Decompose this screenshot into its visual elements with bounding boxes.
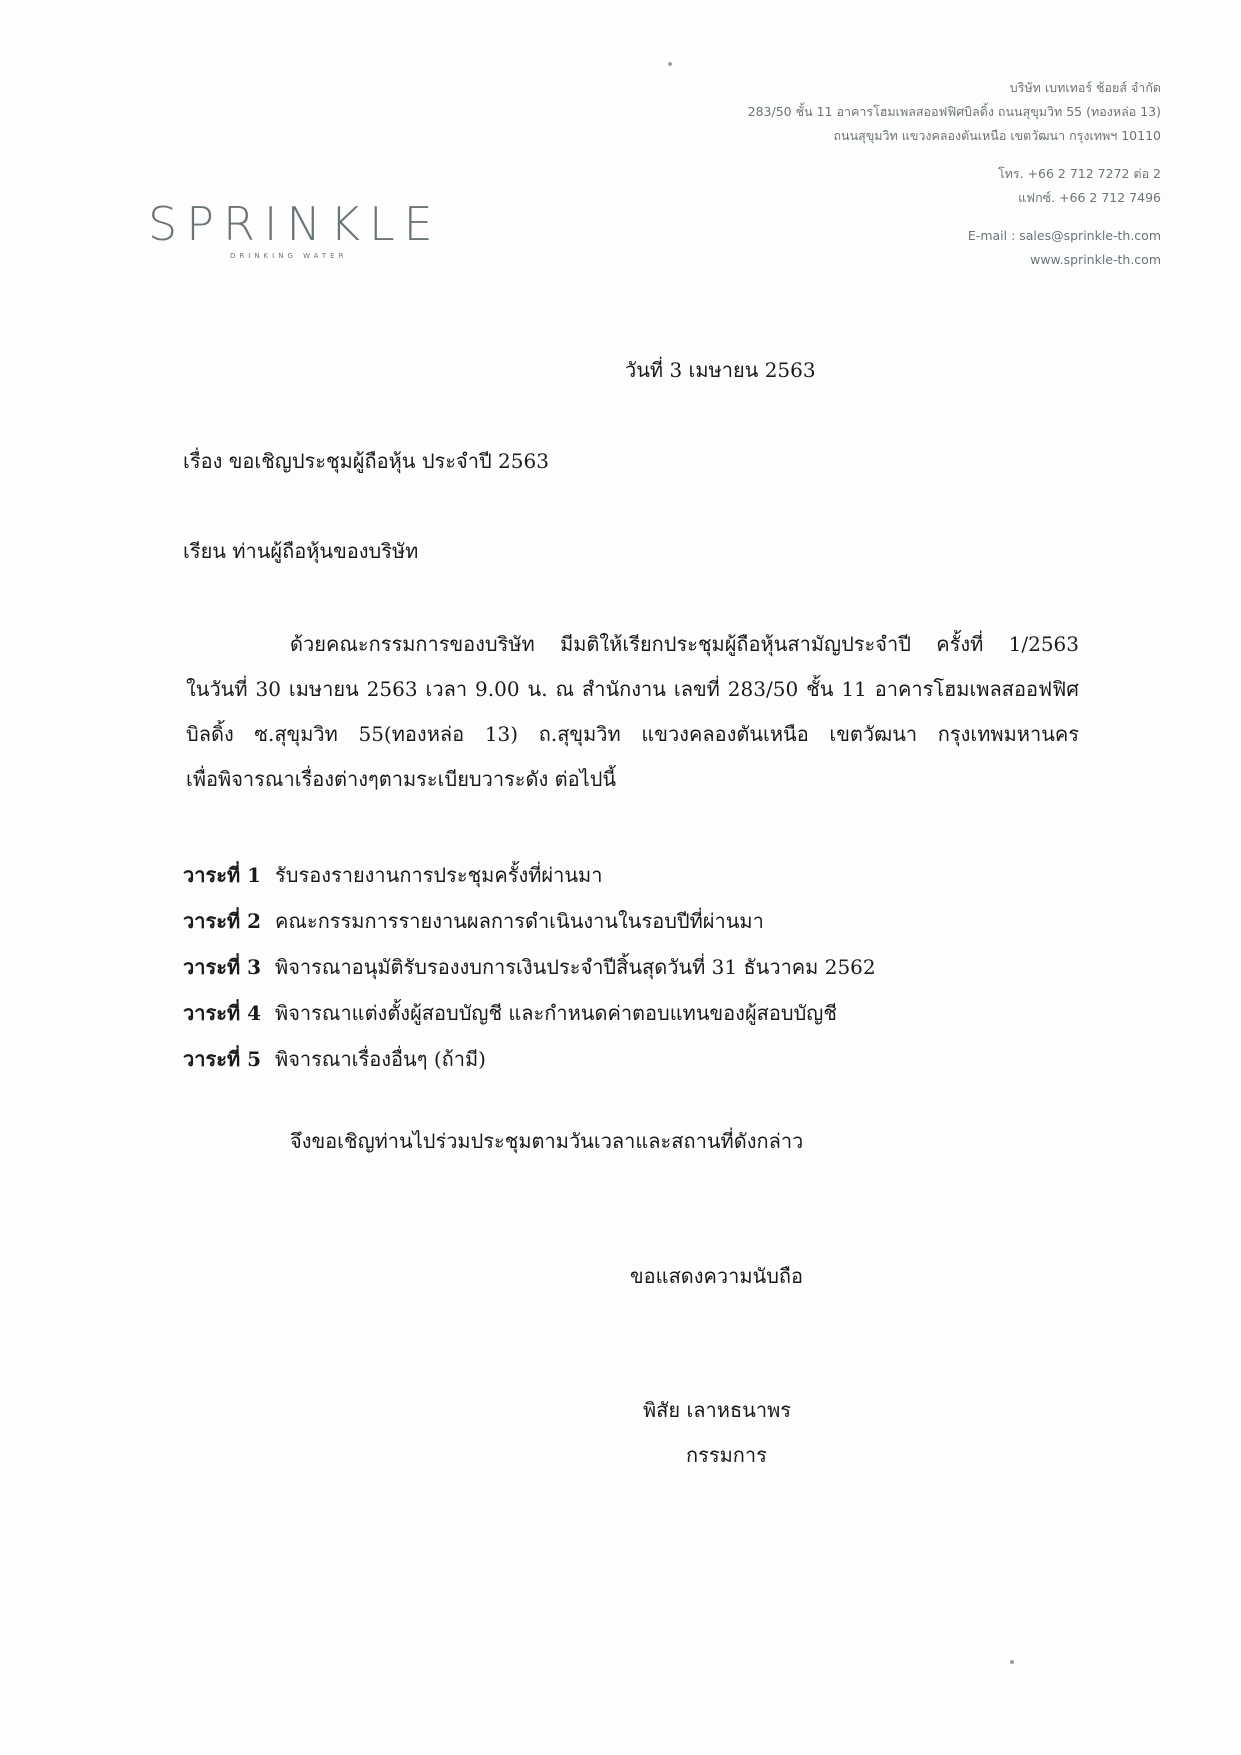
address-line-1: 283/50 ชั้น 11 อาคารโฮมเพลสออฟฟิศบิลดิ้ง ถนนสุขุมวิท 55 (ทองหล่อ 13) bbox=[747, 104, 1161, 119]
agenda-number: วาระที่ 3 bbox=[183, 955, 262, 979]
logo-tagline: DRINKING WATER bbox=[230, 252, 348, 260]
agenda-item bbox=[183, 1036, 876, 1082]
signer-name: พิสัย เลาหธนาพร bbox=[643, 1398, 792, 1422]
letter-subject: เรื่อง ขอเชิญประชุมผู้ถือหุ้น ประจำปี 2563 bbox=[183, 449, 549, 473]
scan-speck bbox=[1010, 1660, 1014, 1664]
company-name: บริษัท เบทเทอร์ ช้อยส์ จำกัด bbox=[1009, 80, 1161, 95]
agenda-text: พิจารณาอนุมัติรับรองงบการเงินประจำปีสิ้นสุดวันที่ 31 ธันวาคม 2562 bbox=[275, 955, 876, 979]
agenda-number: วาระที่ 4 bbox=[183, 1001, 262, 1025]
agenda-item bbox=[183, 944, 876, 990]
agenda-item bbox=[183, 990, 876, 1036]
agenda-list bbox=[183, 852, 876, 1082]
agenda-number: วาระที่ 1 bbox=[183, 863, 262, 887]
body-line: บิลดิ้ง ซ.สุขุมวิท 55(ทองหล่อ 13) ถ.สุขุมวิท แขวงคลองตันเหนือ เขตวัฒนา กรุงเทพมหานคร bbox=[186, 722, 1079, 746]
company-address-block bbox=[748, 76, 1161, 272]
body-paragraph bbox=[186, 622, 1079, 802]
body-line: ด้วยคณะกรรมการของบริษัท มีมติให้เรียกประชุมผู้ถือหุ้นสามัญประจำปี ครั้งที่ 1/2563 bbox=[290, 632, 1079, 656]
email-address: E-mail : sales@sprinkle-th.com bbox=[967, 228, 1161, 243]
agenda-text: พิจารณาเรื่องอื่นๆ (ถ้ามี) bbox=[275, 1047, 486, 1071]
fax-number: แฟกซ์. +66 2 712 7496 bbox=[1018, 190, 1161, 205]
scan-speck bbox=[668, 62, 672, 66]
agenda-item bbox=[183, 852, 876, 898]
agenda-number: วาระที่ 2 bbox=[183, 909, 262, 933]
phone-number: โทร. +66 2 712 7272 ต่อ 2 bbox=[997, 166, 1161, 181]
body-line: เพื่อพิจารณาเรื่องต่างๆตามระเบียบวาระดัง ต่อไปนี้ bbox=[186, 767, 617, 791]
logo-wordmark: SPRINKLE bbox=[148, 197, 442, 251]
letter-date: วันที่ 3 เมษายน 2563 bbox=[625, 358, 816, 382]
signer-title: กรรมการ bbox=[686, 1443, 767, 1467]
agenda-text: คณะกรรมการรายงานผลการดำเนินงานในรอบปีที่ผ่านมา bbox=[275, 909, 764, 933]
agenda-item bbox=[183, 898, 876, 944]
address-line-2: ถนนสุขุมวิท แขวงคลองตันเหนือ เขตวัฒนา กรุงเทพฯ 10110 bbox=[833, 128, 1161, 143]
invitation-line: จึงขอเชิญท่านไปร่วมประชุมตามวันเวลาและสถานที่ดังกล่าว bbox=[290, 1129, 804, 1153]
sprinkle-logo bbox=[148, 197, 458, 260]
website-url: www.sprinkle-th.com bbox=[1030, 252, 1161, 267]
agenda-number: วาระที่ 5 bbox=[183, 1047, 262, 1071]
closing-line: ขอแสดงความนับถือ bbox=[630, 1264, 804, 1288]
body-line: ในวันที่ 30 เมษายน 2563 เวลา 9.00 น. ณ สำนักงาน เลขที่ 283/50 ชั้น 11 อาคารโฮมเพลสออฟฟิศ bbox=[186, 677, 1079, 701]
agenda-text: รับรองรายงานการประชุมครั้งที่ผ่านมา bbox=[275, 863, 603, 887]
agenda-text: พิจารณาแต่งตั้งผู้สอบบัญชี และกำหนดค่าตอบแทนของผู้สอบบัญชี bbox=[275, 1001, 837, 1025]
letter-salutation: เรียน ท่านผู้ถือหุ้นของบริษัท bbox=[183, 539, 419, 563]
